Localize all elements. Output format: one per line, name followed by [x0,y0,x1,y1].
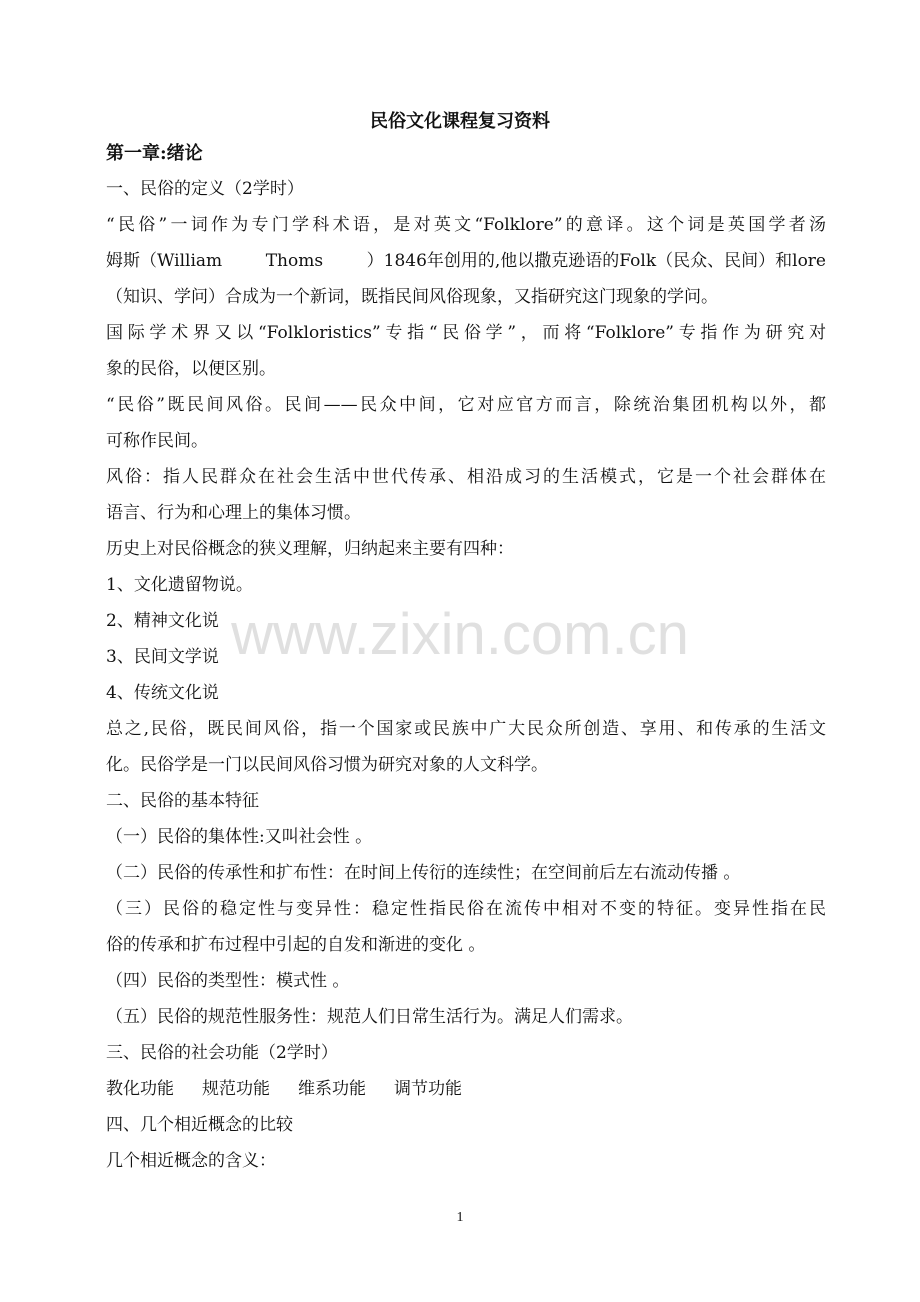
paragraph-line: （知识、学问）合成为一个新词，既指民间风俗现象，又指研究这门现象的学问。 [106,287,718,307]
paragraph-line: 国际学术界又以“Folkloristics”专指“民俗学”，而将“Folklore”专指作为研究对 [106,323,826,343]
paragraph-line [106,249,826,273]
section-heading-4: 四、几个相近概念的比较 [106,1115,293,1135]
list-item: 4、传统文化说 [106,683,219,703]
paragraph-line: 化。民俗学是一门以民间风俗习惯为研究对象的人文科学。 [106,755,548,775]
section-heading-3: 三、民俗的社会功能（2学时） [106,1043,338,1063]
function-item: 调节功能 [394,1079,462,1099]
feature-item-continued: 俗的传承和扩布过程中引起的自发和渐进的变化 。 [106,935,486,955]
paragraph-line: 象的民俗，以便区别。 [106,359,276,379]
paragraph-line: 风俗：指人民群众在社会生活中世代传承、相沿成习的生活模式，它是一个社会群体在 [106,467,826,487]
list-item: 2、精神文化说 [106,611,219,631]
list-item: 1、文化遗留物说。 [106,575,253,595]
paragraph-line: 历史上对民俗概念的狭义理解，归纳起来主要有四种： [106,539,514,559]
section-heading-2: 二、民俗的基本特征 [106,791,259,811]
function-item: 教化功能 [106,1079,174,1099]
function-item: 规范功能 [202,1079,270,1099]
section-heading-1: 一、民俗的定义（2学时） [106,179,304,199]
text-span: 姆斯（William [106,251,223,271]
document-title: 民俗文化课程复习资料 [370,111,550,132]
paragraph-line: 可称作民间。 [106,431,208,451]
paragraph-line: 几个相近概念的含义： [106,1151,276,1171]
function-item: 维系功能 [298,1079,366,1099]
feature-item: （五）民俗的规范性服务性：规范人们日常生活行为。满足人们需求。 [106,1007,633,1027]
feature-item: （一）民俗的集体性:又叫社会性 。 [106,827,373,847]
feature-item: （二）民俗的传承性和扩布性：在时间上传衍的连续性；在空间前后左右流动传播 。 [106,863,741,883]
paragraph-line: “民俗”一词作为专门学科术语，是对英文“Folklore”的意译。这个词是英国学者汤 [106,215,826,235]
paragraph-line: “民俗”既民间风俗。民间——民众中间，它对应官方而言，除统治集团机构以外，都 [106,395,826,415]
chapter-heading: 第一章:绪论 [106,143,203,164]
feature-item: （四）民俗的类型性：模式性 。 [106,971,350,991]
feature-item: （三）民俗的稳定性与变异性：稳定性指民俗在流传中相对不变的特征。变异性指在民 [106,899,826,919]
page-number: 1 [456,1210,464,1225]
list-item: 3、民间文学说 [106,647,219,667]
paragraph-line: 总之,民俗，既民间风俗，指一个国家或民族中广大民众所创造、享用、和传承的生活文 [106,719,826,739]
watermark: www.zixin.com.cn [231,602,689,667]
text-span: ）1846年创用的,他以撒克逊语的Folk（民众、民间）和lore [366,251,826,271]
functions-list [106,1077,826,1101]
paragraph-line: 语言、行为和心理上的集体习惯。 [106,503,361,523]
text-span: Thoms [265,251,324,271]
